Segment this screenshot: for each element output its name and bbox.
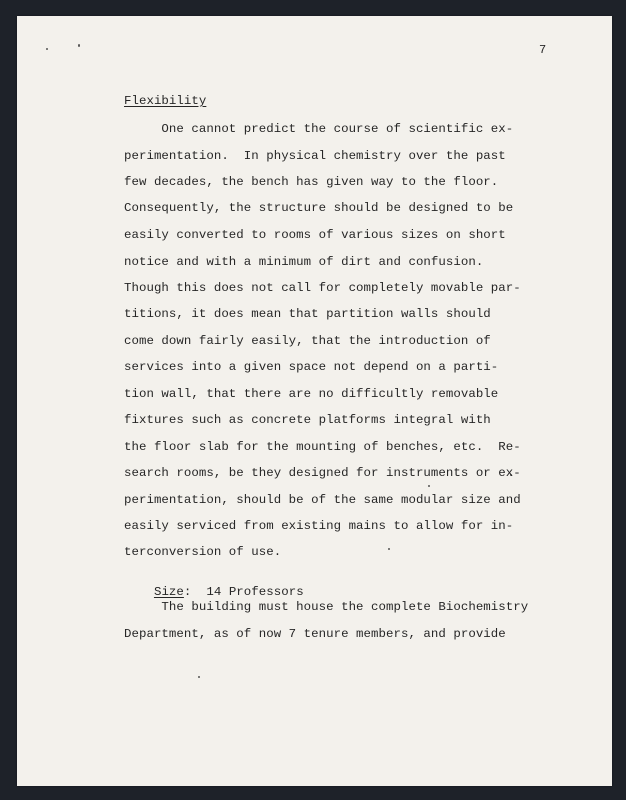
body-line: the floor slab for the mounting of benches, etc. Re- — [124, 440, 521, 454]
size-value: : 14 Professors — [183, 585, 304, 599]
body-line: notice and with a minimum of dirt and confusion. — [124, 255, 484, 269]
body-line: The building must house the complete Biochemistry — [124, 600, 529, 614]
ink-speck — [46, 48, 48, 50]
body-line: perimentation. In physical chemistry over the past — [124, 149, 506, 163]
body-line: Though this does not call for completely movable par- — [124, 281, 521, 295]
body-line: search rooms, be they designed for instruments or ex- — [124, 466, 521, 480]
section-heading-flexibility: Flexibility — [124, 94, 207, 108]
page-number: 7 — [539, 43, 547, 57]
size-label: Size — [153, 585, 184, 599]
body-line: come down fairly easily, that the introduction of — [124, 334, 491, 348]
ink-speck — [198, 676, 200, 678]
body-line: terconversion of use. — [124, 545, 282, 559]
body-line: services into a given space not depend on a parti- — [124, 360, 499, 374]
ink-speck — [388, 548, 390, 550]
body-line: One cannot predict the course of scientific ex- — [124, 122, 514, 136]
ink-speck — [78, 44, 80, 47]
body-line: Consequently, the structure should be designed to be — [124, 201, 514, 215]
body-line: easily serviced from existing mains to allow for in- — [124, 519, 514, 533]
body-line: titions, it does mean that partition walls should — [124, 307, 491, 321]
body-line: few decades, the bench has given way to the floor. — [124, 175, 499, 189]
body-line: Department, as of now 7 tenure members, and provide — [124, 627, 506, 641]
body-line: tion wall, that there are no difficultly removable — [124, 387, 499, 401]
body-line: easily converted to rooms of various sizes on short — [124, 228, 506, 242]
body-line: perimentation, should be of the same modular size and — [124, 493, 521, 507]
ink-speck — [428, 485, 430, 487]
body-line: fixtures such as concrete platforms integral with — [124, 413, 491, 427]
